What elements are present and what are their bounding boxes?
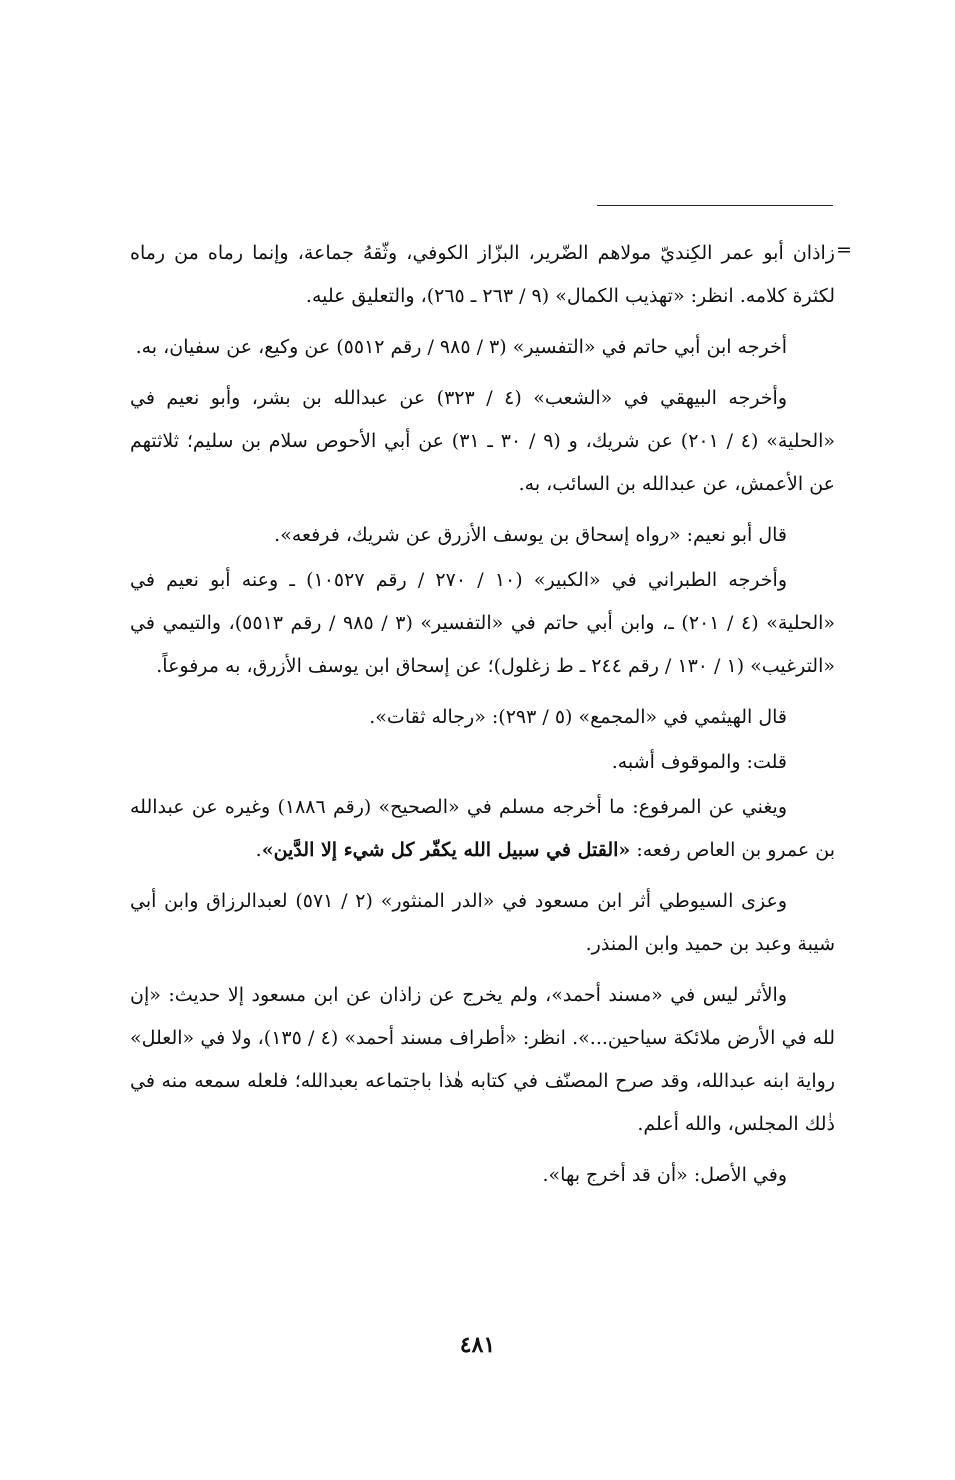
footnote-separator-rule — [597, 205, 833, 206]
footnote-text-block — [130, 232, 835, 1205]
footnote-paragraph-7: قلت: والموقوف أشبه. — [611, 751, 787, 773]
footnote-paragraph-8 — [130, 786, 835, 872]
footnote-paragraph-5: وأخرجه الطبراني في «الكبير» (١٠ / ٢٧٠ / رقم ١٠٥٢٧) ـ وعنه أبو نعيم في «الحلية» (٤ / ٢٠١) ـ، وابن أبي حاتم في «التفسير» (٣ / ٩٨٥ / رقم ٥٥١٣)، والتيمي في «الترغيب» (١ / ١٣٠ / رقم ٢٤٤ ـ ط زغلول)؛ عن إسحاق ابن يوسف الأزرق، به مرفوعاً. — [130, 569, 836, 677]
footnote-paragraph-2: أخرجه ابن أبي حاتم في «التفسير» (٣ / ٩٨٥ / رقم ٥٥١٢) عن وكيع، عن سفيان، به. — [135, 336, 787, 358]
footnote-paragraph-3: وأخرجه البيهقي في «الشعب» (٤ / ٣٢٣) عن عبدالله بن بشر، وأبو نعيم في «الحلية» (٤ / ٢٠١) عن شريك، و (٩ / ٣٠ ـ ٣١) عن أبي الأحوص سلام بن سليم؛ ثلاثتهم عن الأعمش، عن عبدالله بن السائب، به. — [130, 387, 836, 495]
paragraph-8-end: . — [255, 839, 262, 861]
footnote-paragraph-11: وفي الأصل: «أن قد أخرج بها». — [542, 1164, 787, 1186]
continuation-marker: = — [836, 239, 852, 261]
footnote-paragraph-6: قال الهيثمي في «المجمع» (٥ / ٢٩٣): «رجاله ثقات». — [369, 706, 787, 728]
footnote-paragraph-4: قال أبو نعيم: «رواه إسحاق بن يوسف الأزرق عن شريك، فرفعه». — [274, 524, 787, 546]
page-number: ٤٨١ — [459, 1332, 496, 1358]
footnote-paragraph-1: زاذان أبو عمر الكِنديّ مولاهم الضّرير، البزّاز الكوفي، وثّقهُ جماعة، وإنما رماه من رماه لكثرة كلامه. انظر: «تهذيب الكمال» (٩ / ٢٦٣ ـ ٢٦٥)، والتعليق عليه. — [130, 242, 835, 307]
footnote-paragraph-9: وعزى السيوطي أثر ابن مسعود في «الدر المنثور» (٢ / ٥٧١) لعبدالرزاق وابن أبي شيبة وعبد بن حميد وابن المنذر. — [130, 890, 835, 955]
hadith-quote-bold: «القتل في سبيل الله يكفّر كل شيء إلا الدَّين» — [261, 839, 631, 861]
footnote-paragraph-10: والأثر ليس في «مسند أحمد»، ولم يخرج عن زاذان عن ابن مسعود إلا حديث: «إن لله في الأرض ملائكة سياحين...». انظر: «أطراف مسند أحمد» (٤ / ١٣٥)، ولا في «العلل» رواية ابنه عبدالله، وقد صرح المصنّف في كتابه هٰذا باجتماعه بعبدالله؛ فلعله سمعه منه في ذٰلك المجلس، والله أعلم. — [130, 984, 835, 1135]
paragraph-8-text: ويغني عن المرفوع: ما أخرجه مسلم في «الصحيح» (رقم ١٨٨٦) وغيره عن عبدالله بن عمرو بن العاص رفعه: — [130, 796, 835, 861]
